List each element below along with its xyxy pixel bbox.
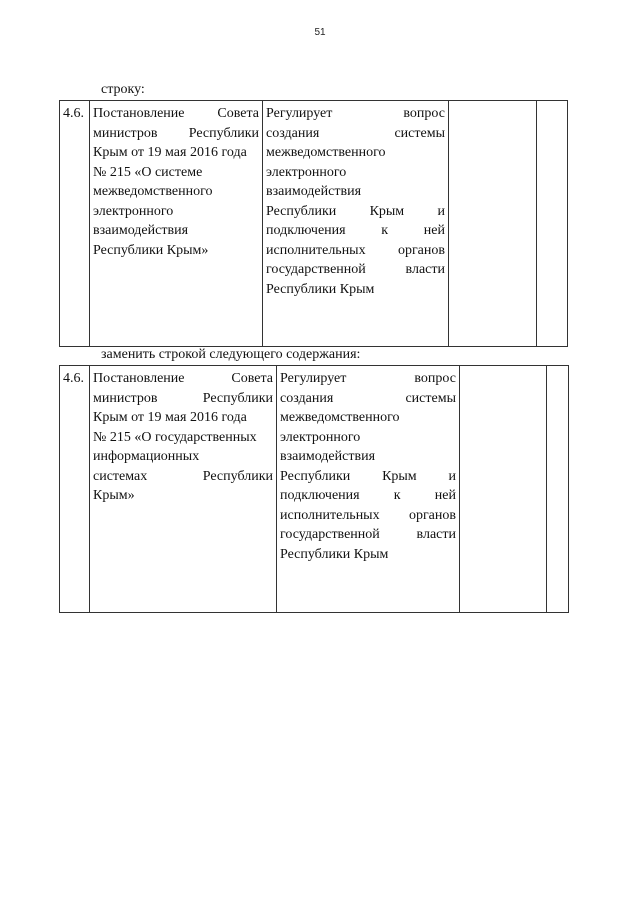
text-line (93, 163, 259, 183)
text-line (93, 124, 259, 144)
text-line (93, 447, 273, 467)
text-word: министров (93, 390, 158, 406)
text-word: межведомственного (280, 410, 400, 425)
text-line (266, 124, 445, 144)
row-number-cell (60, 101, 90, 347)
text-word: Постановление (93, 371, 185, 386)
text-word: к (381, 223, 389, 238)
document-cell (90, 366, 277, 613)
text-word: вопрос (414, 371, 456, 386)
empty-cell (547, 366, 569, 613)
text-word: Постановление (93, 106, 185, 121)
text-word: Республики Крым (280, 546, 389, 562)
text-word: создания (266, 125, 320, 141)
text-word: информационных (93, 449, 200, 464)
empty-cell (537, 101, 568, 347)
text-word: и (448, 468, 456, 484)
text-word: к (393, 488, 401, 503)
text-word: Крым (382, 468, 417, 484)
text-word: Регулирует (280, 371, 347, 386)
table-row (60, 366, 569, 613)
text-word: электронного (280, 429, 361, 445)
text-word: Крым от 19 мая 2016 года (93, 410, 247, 425)
text-word: государственной (266, 262, 366, 277)
text-word: власти (405, 262, 445, 277)
text-line (93, 486, 273, 506)
empty-cell (460, 366, 547, 613)
document-cell (90, 101, 263, 347)
text-word: Республики (188, 125, 259, 141)
description-cell (277, 366, 460, 613)
text-word: органов (408, 507, 456, 523)
text-word: создания (280, 390, 334, 406)
text-word: взаимодействия (280, 449, 376, 464)
text-line (93, 221, 259, 241)
row-number: 4.6. (63, 371, 84, 386)
text-line (93, 389, 273, 409)
text-word: министров (93, 125, 158, 141)
text-line (280, 447, 456, 467)
text-line (266, 221, 445, 241)
text-word: взаимодействия (266, 184, 362, 199)
text-line (280, 545, 456, 565)
text-word: Совета (217, 106, 259, 121)
text-line (266, 163, 445, 183)
text-word: органов (397, 242, 445, 258)
page-number: 51 (314, 27, 326, 38)
document-text (93, 104, 259, 260)
text-line (280, 486, 456, 506)
text-word: электронного (93, 203, 174, 219)
text-line (93, 241, 259, 261)
intro-text-new-row: заменить строкой следующего содержания: (101, 347, 361, 362)
new-row-table (59, 365, 569, 613)
description-text (280, 369, 456, 564)
text-line (280, 467, 456, 487)
text-line (266, 182, 445, 202)
text-word: системы (394, 125, 445, 141)
table-row (60, 101, 568, 347)
description-cell (263, 101, 449, 347)
text-line (93, 428, 273, 448)
text-line (280, 525, 456, 545)
text-word: исполнительных (266, 242, 366, 258)
row-number-cell (60, 366, 90, 613)
text-word: межведомственного (93, 184, 213, 199)
text-word: Крым» (93, 488, 135, 503)
document-text (93, 369, 273, 506)
text-word: ней (423, 223, 445, 238)
text-word: № 215 «О государственных (93, 429, 257, 445)
text-word: ней (434, 488, 456, 503)
text-line (280, 369, 456, 389)
text-word: власти (416, 527, 456, 542)
text-word: Совета (231, 371, 273, 386)
text-line (93, 408, 273, 428)
text-word: вопрос (403, 106, 445, 121)
text-word: Крым (369, 203, 405, 219)
text-line (93, 182, 259, 202)
text-line (266, 143, 445, 163)
text-line (93, 467, 273, 487)
text-line (93, 202, 259, 222)
intro-text-old-row: строку: (101, 82, 145, 97)
text-word: Регулирует (266, 106, 333, 121)
row-number: 4.6. (63, 106, 84, 121)
text-line (266, 202, 445, 222)
text-word: Республики (266, 203, 337, 219)
empty-cell (449, 101, 537, 347)
text-line (280, 389, 456, 409)
text-word: государственной (280, 527, 380, 542)
text-word: подключения (280, 488, 360, 503)
text-word: Республики Крым (266, 281, 375, 297)
text-word: № 215 «О системе (93, 164, 203, 180)
text-word: Республики (202, 468, 273, 484)
text-word: взаимодействия (93, 223, 189, 238)
text-word: Республики (202, 390, 273, 406)
text-word: исполнительных (280, 507, 380, 523)
text-line (266, 280, 445, 300)
text-word: электронного (266, 164, 347, 180)
text-word: и (437, 203, 445, 219)
text-word: межведомственного (266, 145, 386, 160)
text-line (266, 241, 445, 261)
description-text (266, 104, 445, 299)
text-line (266, 104, 445, 124)
text-line (93, 143, 259, 163)
text-line (280, 506, 456, 526)
text-line (93, 369, 273, 389)
text-word: системы (405, 390, 456, 406)
text-word: Крым от 19 мая 2016 года (93, 145, 247, 160)
text-line (266, 260, 445, 280)
text-word: Республики (280, 468, 351, 484)
text-line (280, 428, 456, 448)
text-line (280, 408, 456, 428)
text-word: Республики Крым» (93, 242, 209, 258)
old-row-table (59, 100, 568, 347)
text-line (93, 104, 259, 124)
text-word: системах (93, 468, 148, 484)
text-word: подключения (266, 223, 346, 238)
